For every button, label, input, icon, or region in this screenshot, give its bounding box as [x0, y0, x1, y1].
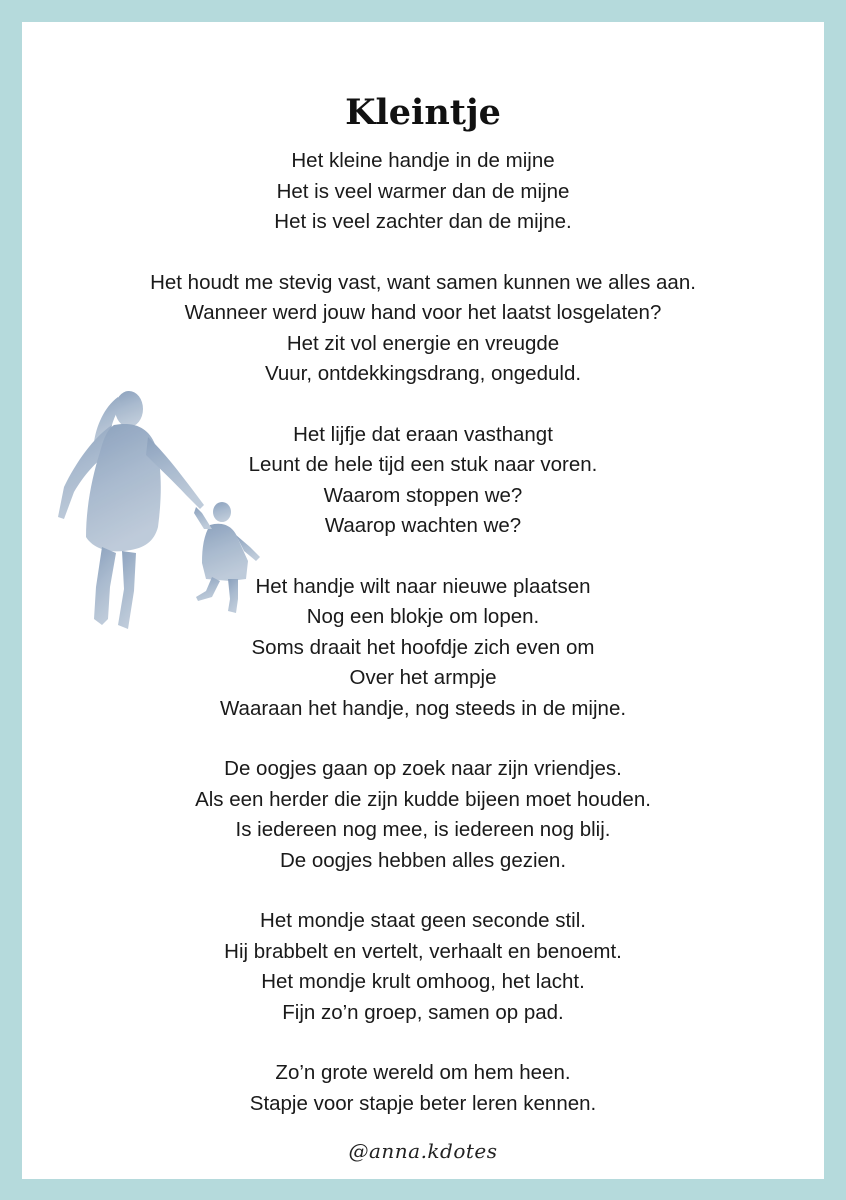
poem-line: Fijn zo’n groep, samen op pad. — [282, 1000, 564, 1024]
poem-line: Is iedereen nog mee, is iedereen nog blij. — [235, 818, 611, 841]
stanza — [22, 420, 824, 542]
stanza — [22, 268, 824, 390]
stanza — [22, 906, 824, 1028]
poem-line: Waarom stoppen we? — [323, 483, 523, 507]
poem-line: Waarop wachten we? — [324, 514, 522, 537]
poem-line: Wanneer werd jouw hand voor het laatst losgelaten? — [184, 301, 662, 324]
poem-line: De oogjes gaan op zoek naar zijn vriendjes. — [224, 757, 622, 780]
stanza — [22, 1058, 824, 1119]
poem-line: Het mondje krult omhoog, het lacht. — [261, 970, 585, 993]
stanza — [22, 572, 824, 725]
poem-line: De oogjes hebben alles gezien. — [279, 848, 567, 872]
poem-line: Nog een blokje om lopen. — [306, 605, 540, 628]
poem-line: Zo’n grote wereld om hem heen. — [275, 1061, 571, 1084]
poem-line: Het kleine handje in de mijne — [291, 149, 555, 172]
poem-line: Het mondje staat geen seconde stil. — [260, 909, 586, 932]
poem-line: Het handje wilt naar nieuwe plaatsen — [255, 574, 591, 598]
poem-line: Vuur, ontdekkingsdrang, ongeduld. — [264, 362, 582, 385]
poem-line: Over het armpje — [349, 666, 497, 689]
poem-line: Het zit vol energie en vreugde — [286, 331, 560, 355]
poem-line: Het houdt me stevig vast, want samen kunnen we alles aan. — [150, 270, 696, 294]
stanza — [22, 754, 824, 876]
poem-line: Soms draait het hoofdje zich even om — [251, 635, 595, 659]
poem-line: Leunt de hele tijd een stuk naar voren. — [248, 453, 598, 476]
poem-line: Stapje voor stapje beter leren kennen. — [249, 1091, 597, 1115]
poem-card — [22, 22, 824, 1179]
poem-body — [22, 146, 824, 1149]
poem-line: Als een herder die zijn kudde bijeen moet houden. — [195, 787, 651, 811]
poem-line: Het is veel warmer dan de mijne — [276, 179, 570, 203]
author-signature: @anna.kdotes — [348, 1139, 498, 1163]
poem-title: Kleintje — [345, 92, 501, 133]
stanza — [22, 146, 824, 238]
poem-line: Waaraan het handje, nog steeds in de mijne. — [219, 696, 627, 720]
poem-line: Hij brabbelt en vertelt, verhaalt en benoemt. — [224, 939, 622, 963]
poem-line: Het lijfje dat eraan vasthangt — [293, 422, 553, 446]
poem-line: Het is veel zachter dan de mijne. — [274, 210, 572, 233]
